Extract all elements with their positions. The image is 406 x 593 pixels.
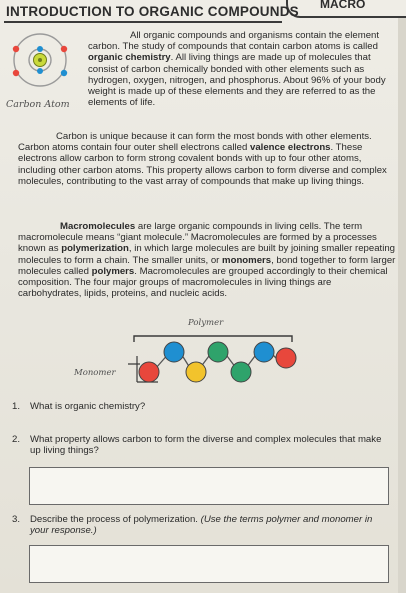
paragraph-organic-chemistry: All organic compounds and organisms contain the element carbon. The study of compounds that contain carbon atoms is called organic chemistry. All living things are made up of molecules that consist of carbon chemically bonded with other elements such as hydrogen, oxygen, nitrogen, and phosphorus. About 96% of your body weight is made up of these elements and they are referred to as the elements of life.: [88, 30, 386, 109]
page-edge: [398, 0, 406, 593]
term-organic-chemistry: organic chemistry: [88, 52, 171, 64]
term-monomers: monomers: [222, 254, 272, 266]
paragraph-carbon: Carbon is unique because it can form the most bonds with other elements. Carbon atoms contain four outer shell electrons called valence electrons. These electrons allow carbon to form strong covalent bonds with up to four other atoms, including other carbon atoms. This property allows carbon to form diverse and complex molecules, contributing to the vast array of compounds that make up living things.: [18, 131, 387, 187]
answer-box-3[interactable]: [29, 545, 389, 583]
electron: [13, 70, 19, 76]
term-polymerization: polymerization: [61, 243, 129, 255]
question-text: What is organic chemistry?: [30, 401, 146, 412]
monomer-green: [208, 342, 228, 362]
carbon-atom-label: Carbon Atom: [6, 99, 70, 110]
monomer-yellow: [186, 362, 206, 382]
electron: [61, 46, 67, 52]
polymer-bracket: [134, 336, 292, 342]
polymer-label: Polymer: [188, 318, 224, 328]
monomer-blue: [254, 342, 274, 362]
term-valence-electrons: valence electrons: [249, 142, 331, 154]
corner-tab-label: MACRO: [320, 0, 366, 11]
electron: [61, 70, 67, 76]
question-text: Describe the process of polymerization.: [30, 514, 198, 525]
question-2: [12, 434, 392, 457]
question-1: [12, 401, 145, 412]
paragraph-macromolecules: Macromolecules are large organic compounds in living cells. The term macromolecule means “giant molecule.” Macromolecules are formed by a processes known as polymerization, in which large molecules are built by joining smaller repeating molecules to form a chain. The smaller units, or monomers, bond together to form larger molecules called polymers. Macromolecules are grouped accordingly to their chemical composition. The four major groups of macromolecules in living things are carbohydrates, lipids, proteins, and nucleic acids.: [18, 221, 396, 300]
question-hint: (Use the terms polymer and monomer in your response.): [30, 514, 373, 537]
monomer-green: [231, 362, 251, 382]
term-polymers: polymers: [91, 265, 135, 277]
electron: [37, 68, 43, 74]
monomer-blue: [164, 342, 184, 362]
question-number: 1.: [12, 401, 21, 412]
monomer-red: [276, 348, 296, 368]
term-macromolecules: Macromolecules: [60, 221, 136, 232]
question-number: 2.: [12, 434, 21, 445]
title-underline: [4, 21, 282, 23]
question-number: 3.: [12, 514, 21, 525]
polymer-chain-diagram: [128, 328, 300, 390]
electron: [13, 46, 19, 52]
answer-box-2[interactable]: [29, 467, 389, 505]
monomer-label: Monomer: [74, 368, 116, 378]
question-3: [12, 514, 392, 537]
electron: [37, 46, 43, 52]
monomer-red: [139, 362, 159, 382]
page-title: INTRODUCTION TO ORGANIC COMPOUNDS: [6, 4, 299, 19]
carbon-atom-diagram: [4, 28, 76, 98]
question-text: What property allows carbon to form the diverse and complex molecules that make up living things?: [30, 434, 382, 457]
